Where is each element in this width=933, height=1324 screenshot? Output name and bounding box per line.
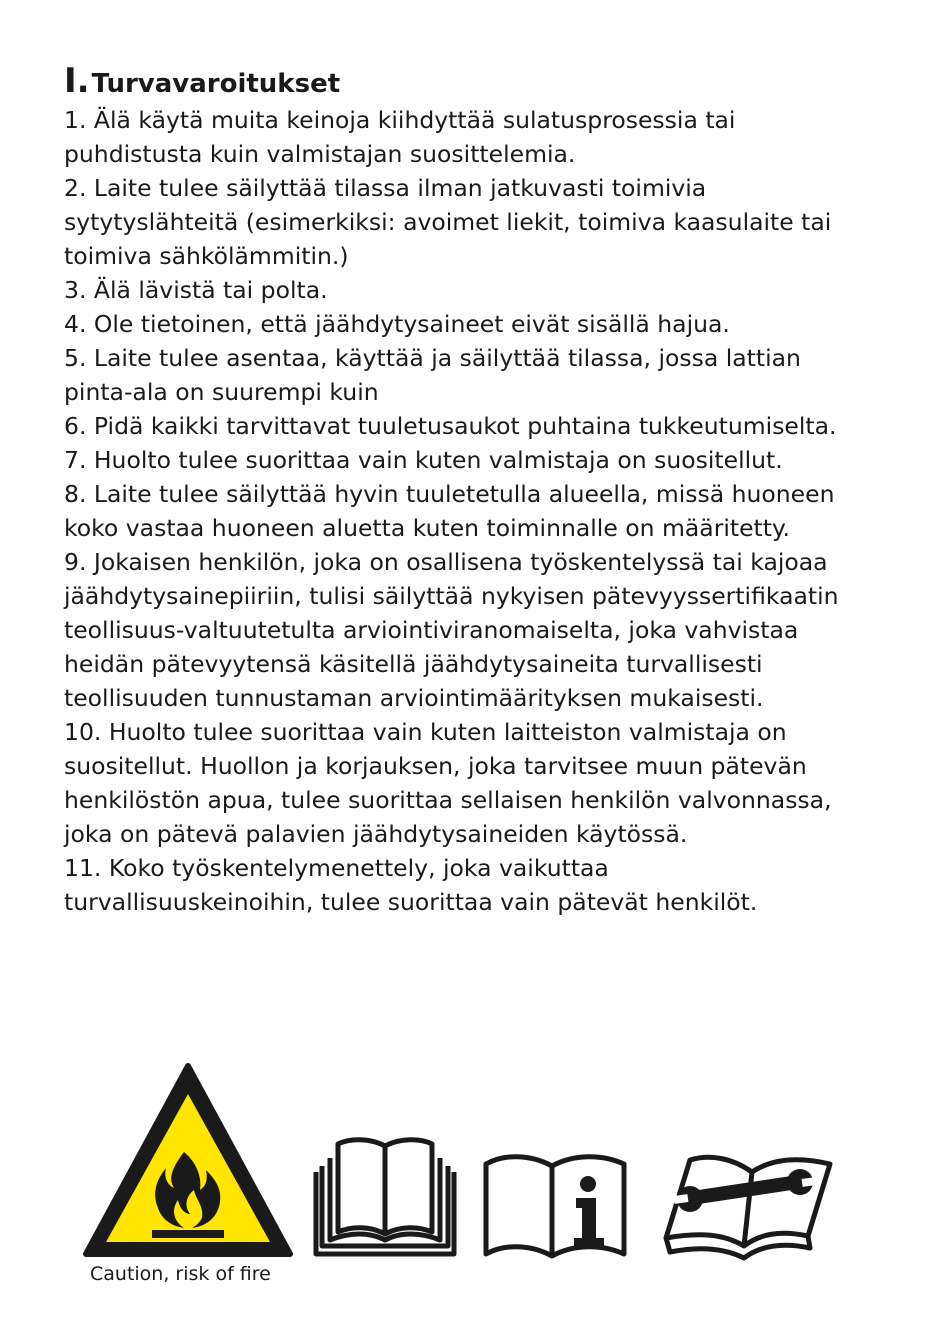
warning-item: 4. Ole tietoinen, että jäähdytysaineet eivät sisällä hajua. — [64, 310, 730, 338]
section-title: Turvavaroitukset — [91, 69, 341, 99]
fire-caption: Caution, risk of fire — [90, 1263, 271, 1285]
warning-item: 1. Älä käytä muita keinoja kiihdyttää sulatusprosessia tai puhdistusta kuin valmistajan suosittelemia. — [64, 106, 736, 168]
warning-item: 9. Jokaisen henkilön, joka on osallisena työskentelyssä tai kajoaa jäähdytysainepiiriin, tulisi säilyttää nykyisen pätevyyssertifikaatin teollisuus-valtuutetulta arviointiviranomaiselta, joka vahvistaa heidän pätevyytensä käsitellä jäähdytysaineita turvallisesti teollisuuden tunnustaman arviointimäärityksen mukaisesti. — [64, 548, 839, 712]
warning-item: 10. Huolto tulee suorittaa vain kuten laitteiston valmistaja on suositellut. Huollon ja korjauksen, joka tarvitsee muun pätevän henkilöstön apua, tulee suorittaa sellaisen henkilön valvonnassa, joka on pätevä palavien jäähdytysaineiden käytössä. — [64, 718, 832, 848]
warning-item: 7. Huolto tulee suorittaa vain kuten valmistaja on suositellut. — [64, 446, 783, 474]
section-number: I. — [64, 61, 90, 101]
warning-list — [64, 103, 864, 919]
warning-item: 8. Laite tulee säilyttää hyvin tuuletetulla alueella, missä huoneen koko vastaa huoneen aluetta kuten toiminnalle on määritetty. — [64, 480, 835, 542]
info-manual-icon — [480, 1152, 630, 1262]
warning-item: 6. Pidä kaikki tarvittavat tuuletusaukot puhtaina tukkeutumiselta. — [64, 412, 837, 440]
section-heading — [64, 61, 864, 101]
warning-item: 2. Laite tulee säilyttää tilassa ilman jatkuvasti toimivia sytytyslähteitä (esimerkiksi: avoimet liekit, toimiva kaasulaite tai toimiva sähkölämmitin.) — [64, 174, 832, 270]
service-manual-icon — [660, 1150, 836, 1262]
safety-warnings-section — [64, 61, 864, 919]
manual-icon — [310, 1136, 460, 1260]
warning-item: 5. Laite tulee asentaa, käyttää ja säilyttää tilassa, jossa lattian pinta-ala on suurempi kuin — [64, 344, 801, 406]
fire-warning-icon — [80, 1060, 296, 1260]
warning-item: 11. Koko työskentelymenettely, joka vaikuttaa turvallisuuskeinoihin, tulee suorittaa vain pätevät henkilöt. — [64, 854, 758, 916]
warning-item: 3. Älä lävistä tai polta. — [64, 276, 328, 304]
